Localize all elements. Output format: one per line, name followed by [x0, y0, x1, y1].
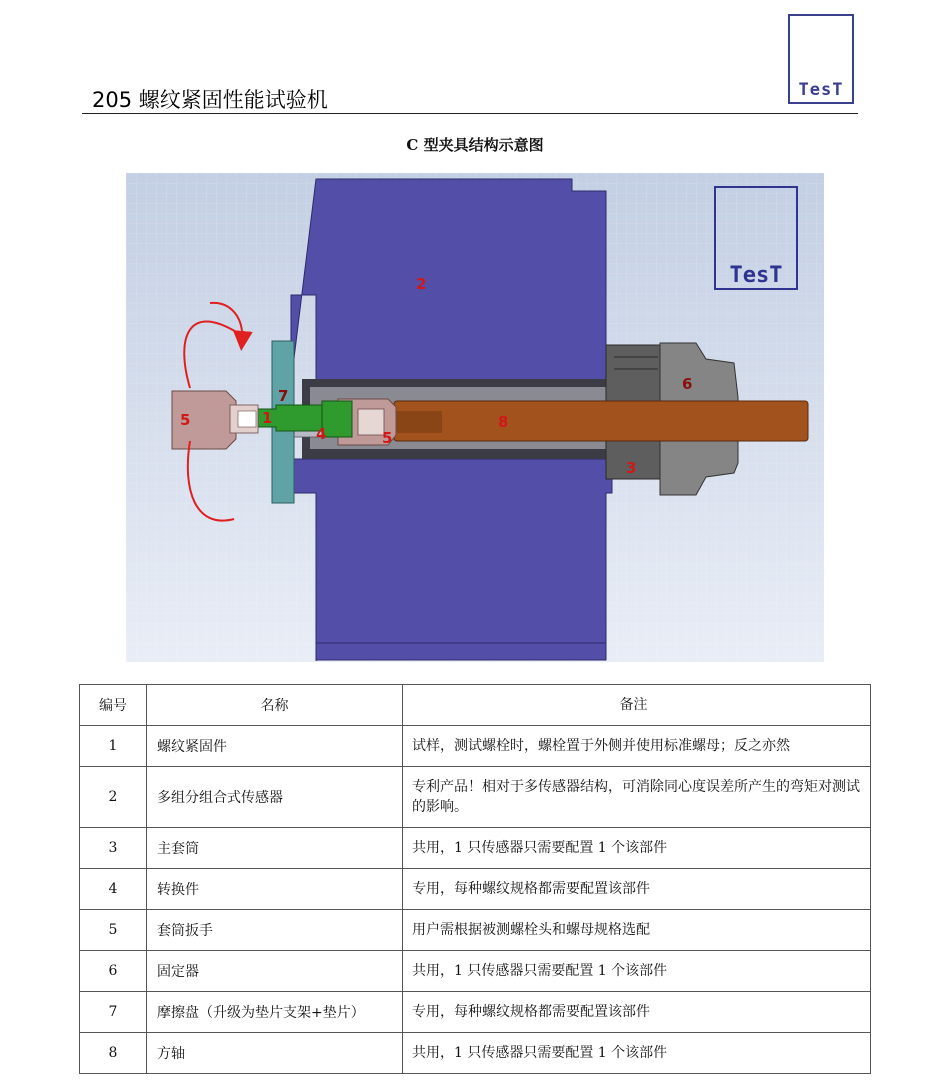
- row-note: 共用，1 只传感器只需要配置 1 个该部件: [403, 1033, 871, 1074]
- diagram-logo-text: TesT: [729, 263, 783, 288]
- table-row: [80, 951, 871, 992]
- table-row: [80, 828, 871, 869]
- table-row: [80, 1033, 871, 1074]
- header-divider: [82, 113, 858, 114]
- label-part-3: 3: [626, 459, 637, 477]
- row-note: 用户需根据被测螺栓头和螺母规格选配: [403, 910, 871, 951]
- row-number: 5: [80, 910, 147, 951]
- row-name: 多组分组合式传感器: [147, 767, 403, 828]
- label-part-4: 4: [316, 425, 327, 443]
- row-name: 套筒扳手: [147, 910, 403, 951]
- header-name: 名称: [147, 685, 403, 726]
- table-row: [80, 992, 871, 1033]
- table-header-row: [80, 685, 871, 726]
- row-name: 固定器: [147, 951, 403, 992]
- label-part-7: 7: [278, 387, 289, 405]
- fixture-structure-diagram: [126, 173, 824, 662]
- row-note: 专用，每种螺纹规格都需要配置该部件: [403, 869, 871, 910]
- row-name: 螺纹紧固件: [147, 726, 403, 767]
- label-part-6: 6: [682, 375, 693, 393]
- table-row: [80, 869, 871, 910]
- row-name: 摩擦盘（升级为垫片支架+垫片）: [147, 992, 403, 1033]
- sensor-body-lower: [291, 459, 612, 661]
- table-row: [80, 910, 871, 951]
- row-number: 6: [80, 951, 147, 992]
- row-number: 1: [80, 726, 147, 767]
- header-logo: [788, 14, 854, 104]
- label-part-5-inner: 5: [382, 429, 393, 447]
- row-number: 8: [80, 1033, 147, 1074]
- row-number: 7: [80, 992, 147, 1033]
- header-logo-text: TesT: [798, 80, 844, 100]
- label-part-8: 8: [498, 413, 509, 431]
- row-note: 共用，1 只传感器只需要配置 1 个该部件: [403, 951, 871, 992]
- row-number: 2: [80, 767, 147, 828]
- row-note: 试样，测试螺栓时，螺栓置于外侧并使用标准螺母；反之亦然: [403, 726, 871, 767]
- row-note: 专利产品！相对于多传感器结构，可消除同心度误差所产生的弯矩对测试的影响。: [403, 767, 871, 828]
- row-note: 专用，每种螺纹规格都需要配置该部件: [403, 992, 871, 1033]
- page-title: 205 螺纹紧固性能试验机: [92, 88, 328, 112]
- table-row: [80, 767, 871, 828]
- row-name: 转换件: [147, 869, 403, 910]
- table-row: [80, 726, 871, 767]
- row-name: 方轴: [147, 1033, 403, 1074]
- label-part-2: 2: [416, 275, 427, 293]
- label-part-5-outer: 5: [180, 411, 191, 429]
- header-number: 编号: [80, 685, 147, 726]
- figure-caption: C 型夹具结构示意图: [406, 136, 544, 154]
- header-note: 备注: [403, 685, 871, 726]
- label-part-1: 1: [262, 409, 273, 427]
- row-number: 4: [80, 869, 147, 910]
- parts-table: [79, 684, 871, 1074]
- row-name: 主套筒: [147, 828, 403, 869]
- row-number: 3: [80, 828, 147, 869]
- square-shaft: [394, 401, 808, 441]
- sensor-body-upper: [291, 179, 612, 383]
- row-note: 共用，1 只传感器只需要配置 1 个该部件: [403, 828, 871, 869]
